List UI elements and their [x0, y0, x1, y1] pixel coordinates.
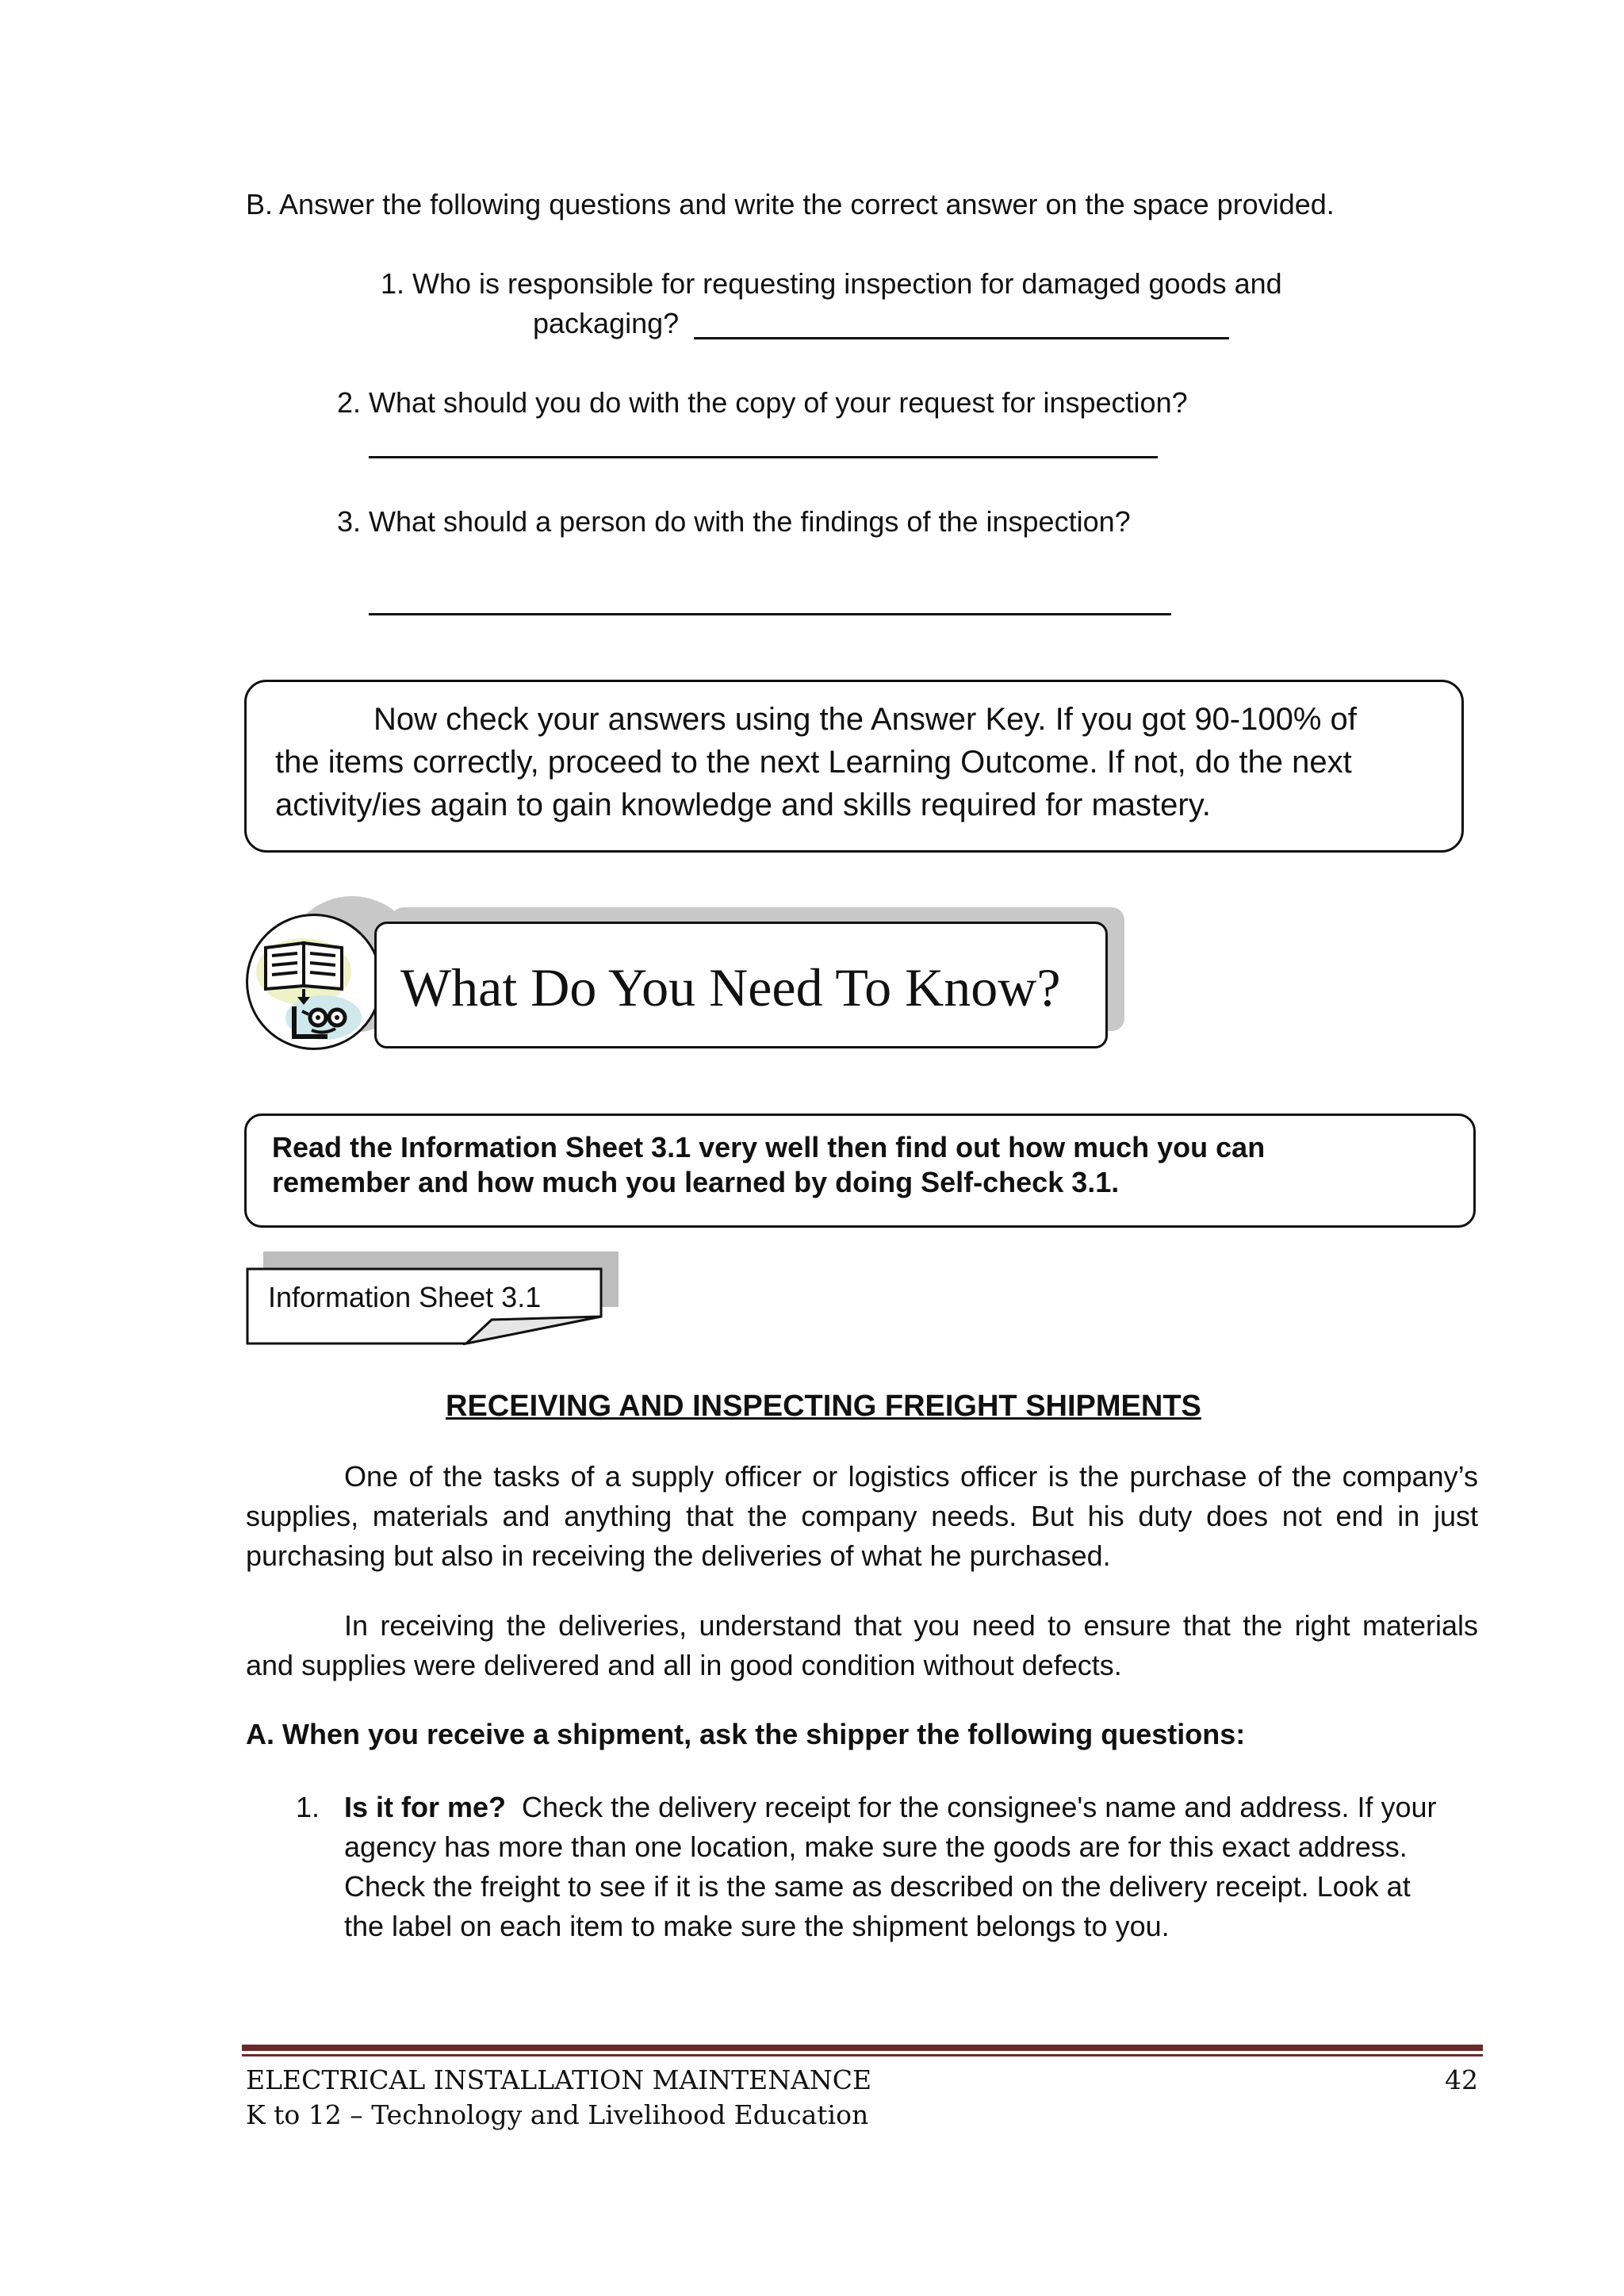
- section-b-heading: B. Answer the following questions and write the correct answer on the space provided.: [246, 188, 1335, 220]
- check-line-2: the items correctly, proceed to the next Learning Outcome. If not, do the next: [275, 745, 1352, 780]
- read-line-1: Read the Information Sheet 3.1 very well then find out how much you can: [272, 1131, 1266, 1163]
- read-line-2: remember and how much you learned by doing Self-check 3.1.: [272, 1166, 1120, 1198]
- article-title: RECEIVING AND INSPECTING FREIGHT SHIPMENTS: [446, 1389, 1201, 1423]
- check-line-1: Now check your answers using the Answer Key. If you got 90-100% of: [373, 702, 1357, 737]
- page-number: 42: [1445, 2064, 1478, 2095]
- banner-title: What Do You Need To Know?: [400, 957, 1061, 1018]
- item-1-text: Is it for me? Check the delivery receipt for the consignee's name and address. If your agency has more than one location, make sure the goods are for this exact address. Check the freight to see if it is the same as described on the delivery receipt. Look at the label on each item to make sure the shipment belongs to you.: [344, 1791, 1437, 1942]
- footer-rule-thick: [242, 2045, 1483, 2051]
- question-2: 2. What should you do with the copy of your request for inspection?: [337, 386, 1188, 419]
- footer-rule-thin: [242, 2054, 1483, 2056]
- paragraph-2: In receiving the deliveries, understand that you need to ensure that the right materials and supplies were delivered and all in good condition without defects.: [246, 1609, 1478, 1681]
- check-answers-box: [244, 680, 1464, 853]
- footer-course-title: ELECTRICAL INSTALLATION MAINTENANCE: [246, 2064, 872, 2095]
- question-3: 3. What should a person do with the findings of the inspection?: [337, 505, 1131, 538]
- information-sheet-tab: [246, 1251, 626, 1345]
- banner-title-box: [374, 922, 1108, 1048]
- question-1-line2: packaging?: [533, 307, 680, 339]
- answer-line-1[interactable]: [694, 337, 1229, 339]
- question-1-line1: 1. Who is responsible for requesting inspection for damaged goods and: [381, 267, 1282, 300]
- item-1-number: 1.: [296, 1791, 320, 1823]
- check-line-3: activity/ies again to gain knowledge and skills required for mastery.: [275, 788, 1211, 822]
- footer-program: K to 12 – Technology and Livelihood Education: [246, 2099, 869, 2130]
- paragraph-1: One of the tasks of a supply officer or logistics officer is the purchase of the company’s supplies, materials and anything that the company needs. But his duty does not end in just purchasing but also in receiving the deliveries of what he purchased.: [246, 1460, 1478, 1572]
- read-instruction-box: [244, 1114, 1476, 1228]
- answer-line-3[interactable]: [369, 613, 1171, 615]
- information-sheet-label: Information Sheet 3.1: [268, 1281, 542, 1313]
- answer-line-2[interactable]: [369, 456, 1158, 458]
- book-reader-icon: [246, 914, 382, 1050]
- what-do-you-need-banner: [246, 896, 1142, 1055]
- section-a-heading: A. When you receive a shipment, ask the shipper the following questions:: [246, 1718, 1246, 1750]
